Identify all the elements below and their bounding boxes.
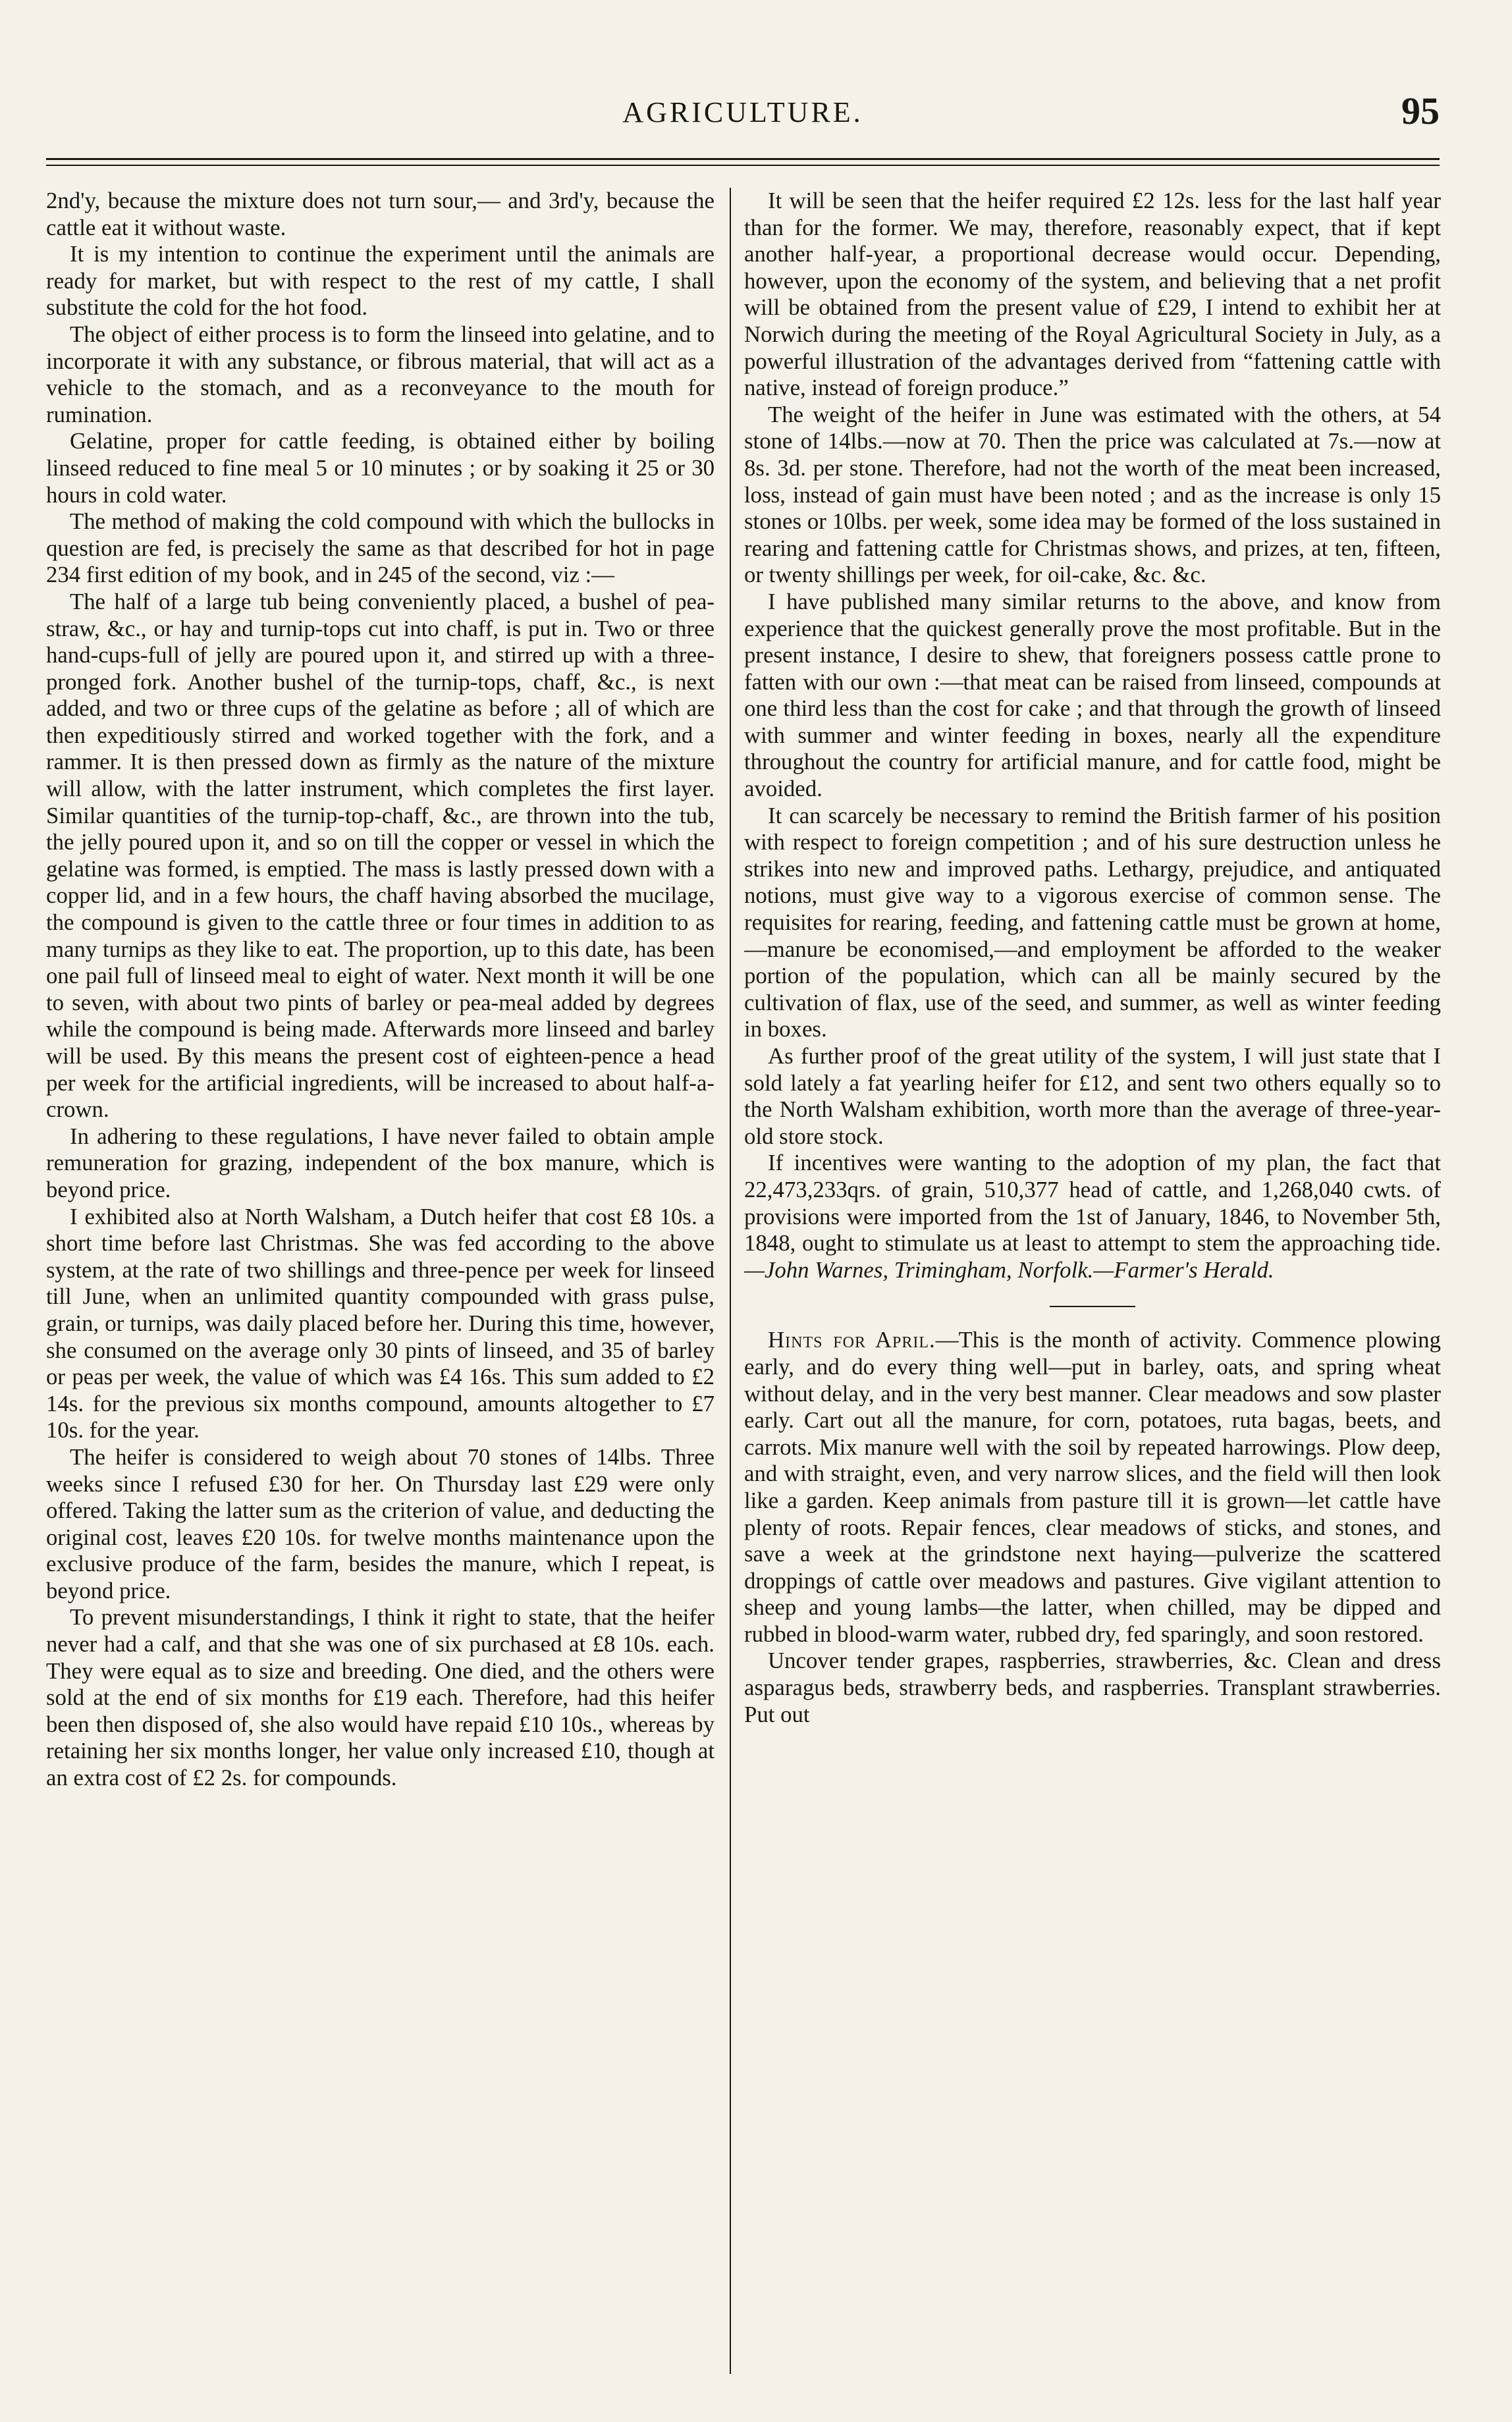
column-divider xyxy=(730,188,731,2374)
paragraph-text: I exhibited also at North Walsham, a Dutch heifer that cost £8 10s. a short time before last Christmas. She was fed according to the above system, at the rate of two shillings and three-pence per week for linseed till June, when an unlimited quantity compounded with grass pulse, grain, or turnips, was daily placed before her. During this time, however, she consumed on the average only 30 pints of linseed, and 35 of barley or peas per week, the value of which was £4 16s. This sum added to £2 14s. for the previous six months compound, amounts altogether to £7 10s. for the year. xyxy=(46,1203,715,1443)
paragraph xyxy=(46,1123,715,1204)
paragraph xyxy=(744,1043,1441,1150)
paragraph-text: If incentives were wanting to the adoption of my plan, the fact that 22,473,233qrs. of grain, 510,377 head of cattle, and 1,268,040 cwts. of provisions were imported from the 1st of January, 1846, to November 5th, 1848, ought to stimulate us at least to attempt to stem the approaching tide. xyxy=(744,1150,1441,1256)
section-heading: Hints for April. xyxy=(768,1327,936,1353)
paragraph-text: Gelatine, proper for cattle feeding, is obtained either by boiling linseed reduced to fine meal 5 or 10 minutes ; or by soaking it 25 or 30 hours in cold water. xyxy=(46,428,715,508)
paragraph-text: It is my intention to continue the experiment until the animals are ready for market, but with respect to the rest of my cattle, I shall substitute the cold for the hot food. xyxy=(46,241,715,321)
right-column xyxy=(744,188,1441,2381)
paragraph xyxy=(46,1604,715,1791)
paragraph xyxy=(744,589,1441,803)
signature: —John Warnes, Trimingham, Norfolk.—Farmer's Herald. xyxy=(744,1256,1274,1283)
paragraph xyxy=(46,188,715,241)
paragraph xyxy=(744,188,1441,402)
header-rule-thin xyxy=(46,165,1440,166)
header-rule xyxy=(46,158,1440,160)
paragraph-text: In adhering to these regulations, I have never failed to obtain ample remuneration for grazing, independent of the box manure, which is beyond price. xyxy=(46,1123,715,1202)
paragraph-text: The method of making the cold compound with which the bullocks in question are fed, is precisely the same as that described for hot in page 234 first edition of my book, and in 245 of the second, viz :— xyxy=(46,508,715,588)
paragraph-text: It will be seen that the heifer required £2 12s. less for the last half year than for the former. We may, therefore, reasonably expect, that if kept another half-year, a proportional decrease would occur. Depending, however, upon the economy of the system, and believing that a net profit will be obtained from the present value of £29, I intend to exhibit her at Norwich during the meeting of the Royal Agricultural Society in July, as a powerful illustration of the advantages derived from “fattening cattle with native, instead of foreign produce.” xyxy=(744,188,1441,401)
paragraph xyxy=(744,1327,1441,1648)
paragraph xyxy=(744,1150,1441,1283)
page-number: 95 xyxy=(1401,90,1440,132)
paragraph-text: The object of either process is to form the linseed into gelatine, and to incorporate it with any substance, or fibrous material, that will act as a vehicle to the stomach, and as a reconveyance to the mouth for rumination. xyxy=(46,321,715,427)
paragraph xyxy=(744,1648,1441,1728)
paragraph-text: Uncover tender grapes, raspberries, strawberries, &c. Clean and dress asparagus beds, strawberry beds, and raspberries. Transplant strawberries. Put out xyxy=(744,1648,1441,1727)
paragraph-text: As further proof of the great utility of the system, I will just state that I sold lately a fat yearling heifer for £12, and sent two others equally so to the North Walsham exhibition, worth more than the average of three-year-old store stock. xyxy=(744,1043,1441,1149)
paragraph-text: —This is the month of activity. Commence plowing early, and do every thing well—put in barley, oats, and spring wheat without delay, and in the very best manner. Clear meadows and sow plaster early. Cart out all the manure, for corn, potatoes, ruta bagas, beets, and carrots. Mix manure well with the soil by repeated harrowings. Plow deep, and with straight, even, and very narrow slices, and the field will then look like a garden. Keep animals from pasture till it is grown—let cattle have plenty of roots. Repair fences, clear meadows of sticks, and stones, and save a week at the grindstone next haying—pulverize the scattered droppings of cattle over meadows and pastures. Give vigilant attention to sheep and young lambs—the latter, when chilled, may be dipped and rubbed in blood-warm water, rubbed dry, fed sparingly, and soon restored. xyxy=(744,1327,1441,1647)
paragraph xyxy=(46,1444,715,1605)
paragraph xyxy=(46,589,715,1123)
paragraph xyxy=(744,402,1441,589)
paragraph-text: 2nd'y, because the mixture does not turn sour,— and 3rd'y, because the cattle eat it without waste. xyxy=(46,188,715,240)
paragraph-text: It can scarcely be necessary to remind the British farmer of his position with respect to foreign competition ; and of his sure destruction unless he strikes into new and improved paths. Lethargy, prejudice, and antiquated notions, must give way to a vigorous exercise of common sense. The requisites for rearing, feeding, and fattening cattle must be grown at home,—manure be economised,—and employment be afforded to the weaker portion of the population, which can all be mainly secured by the cultivation of flax, use of the seed, and summer, as well as winter feeding in boxes. xyxy=(744,802,1441,1042)
paragraph-text: To prevent misunderstandings, I think it right to state, that the heifer never had a calf, and that she was one of six purchased at £8 10s. each. They were equal as to size and breeding. One died, and the others were sold at the end of six months for £19 each. Therefore, had this heifer been then disposed of, she also would have repaid £10 10s., whereas by retaining her six months longer, her value only increased £10, though at an extra cost of £2 2s. for compounds. xyxy=(46,1604,715,1791)
paragraph xyxy=(46,321,715,428)
paragraph-text: The half of a large tub being conveniently placed, a bushel of pea-straw, &c., or hay and turnip-tops cut into chaff, is put in. Two or three hand-cups-full of jelly are poured upon it, and stirred up with a three-pronged fork. Another bushel of the turnip-tops, chaff, &c., is next added, and two or three cups of the gelatine as before ; all of which are then expeditiously stirred and worked together with the fork, and a rammer. It is then pressed down as firmly as the nature of the mixture will allow, with the latter instrument, which completes the first layer. Similar quantities of the turnip-top-chaff, &c., are thrown into the tub, the jelly poured upon it, and so on till the copper or vessel in which the gelatine was formed, is emptied. The mass is lastly pressed down with a copper lid, and in a few hours, the chaff having absorbed the mucilage, the compound is given to the cattle three or four times in addition to as many turnips as they like to eat. The proportion, up to this date, has been one pail full of linseed meal to eight of water. Next month it will be one to seven, with about two pints of barley or pea-meal added by degrees while the compound is being made. Afterwards more linseed and barley will be used. By this means the present cost of eighteen-pence a head per week for the artificial ingredients, will be increased to about half-a-crown. xyxy=(46,588,715,1123)
paragraph xyxy=(46,428,715,508)
paragraph xyxy=(46,508,715,589)
paragraph-text: I have published many similar returns to the above, and know from experience that the quickest generally prove the most profitable. But in the present instance, I desire to shew, that foreigners possess cattle prone to fatten with our own :—that meat can be raised from linseed, compounds at one third less than the cost for cake ; and that through the growth of linseed with summer and winter feeding in boxes, nearly all the expenditure throughout the country for artificial manure, and for cattle food, might be avoided. xyxy=(744,588,1441,802)
paragraph-text: The heifer is considered to weigh about 70 stones of 14lbs. Three weeks since I refused £30 for her. On Thursday last £29 were only offered. Taking the latter sum as the criterion of value, and deducting the original cost, leaves £20 10s. for twelve months maintenance upon the exclusive produce of the farm, besides the manure, which I repeat, is beyond price. xyxy=(46,1443,715,1603)
section-separator xyxy=(1050,1306,1135,1307)
paragraph xyxy=(46,1204,715,1444)
paragraph xyxy=(46,241,715,321)
running-title: AGRICULTURE. xyxy=(622,96,863,128)
paragraph-text: The weight of the heifer in June was estimated with the others, at 54 stone of 14lbs.—now at 70. Then the price was calculated at 7s.—now at 8s. 3d. per stone. Therefore, had not the worth of the meat been increased, loss, instead of gain must have been noted ; and as the increase is only 15 stones or 10lbs. per week, some idea may be formed of the loss sustained in rearing and fattening cattle for Christmas shows, and prizes, at ten, fifteen, or twenty shillings per week, for oil-cake, &c. &c. xyxy=(744,401,1441,588)
left-column xyxy=(46,188,715,2381)
paragraph xyxy=(744,803,1441,1043)
page-header xyxy=(46,89,1440,142)
